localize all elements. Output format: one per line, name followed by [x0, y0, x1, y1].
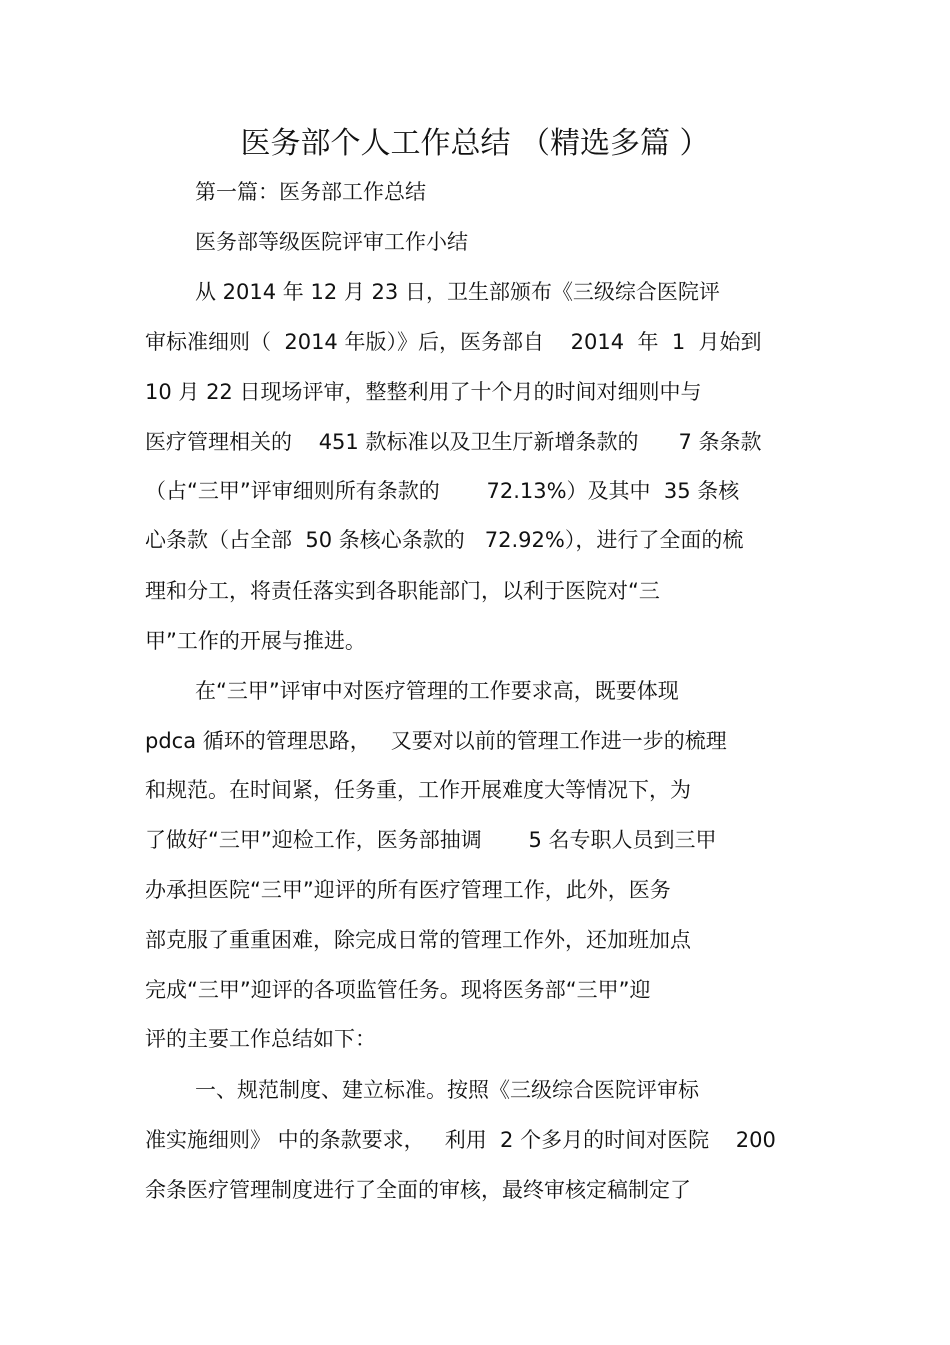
paragraph-2-line: 部克服了重重困难，除完成日常的管理工作外，还加班加点	[145, 928, 691, 952]
paragraph-2-line: 了做好“三甲”迎检工作，医务部抽调 5 名专职人员到三甲	[145, 828, 717, 852]
document-title: 医务部个人工作总结 （精选多篇 ）	[240, 126, 710, 161]
section-heading: 第一篇：医务部工作总结	[195, 180, 426, 204]
paragraph-2-line: 和规范。在时间紧，任务重，工作开展难度大等情况下，为	[145, 778, 691, 802]
paragraph-1-line: （占“三甲”评审细则所有条款的 72.13%）及其中 35 条核	[145, 479, 740, 503]
paragraph-3-line: 一、规范制度、建立标准。按照《三级综合医院评审标	[195, 1078, 699, 1102]
paragraph-1-line: 审标准细则（ 2014 年版）》后，医务部自 2014 年 1 月始到	[145, 330, 762, 354]
paragraph-2-line: 在“三甲”评审中对医疗管理的工作要求高，既要体现	[195, 679, 679, 703]
paragraph-2-line: pdca 循环的管理思路， 又要对以前的管理工作进一步的梳理	[145, 729, 727, 753]
paragraph-1-line: 甲”工作的开展与推进。	[145, 629, 366, 653]
subheading: 医务部等级医院评审工作小结	[195, 230, 468, 254]
paragraph-2-line: 完成“三甲”迎评的各项监管任务。现将医务部“三甲”迎	[145, 978, 651, 1002]
paragraph-2-line: 办承担医院“三甲”迎评的所有医疗管理工作，此外，医务	[145, 878, 671, 902]
paragraph-2-line: 评的主要工作总结如下：	[145, 1027, 376, 1051]
paragraph-3-line: 余条医疗管理制度进行了全面的审核，最终审核定稿制定了	[145, 1178, 691, 1202]
paragraph-1-line: 10 月 22 日现场评审，整整利用了十个月的时间对细则中与	[145, 380, 702, 404]
paragraph-1-line: 心条款（占全部 50 条核心条款的 72.92%），进行了全面的梳	[145, 528, 744, 552]
paragraph-1-line: 理和分工，将责任落实到各职能部门，以利于医院对“三	[145, 579, 660, 603]
paragraph-1-line: 医疗管理相关的 451 款标准以及卫生厅新增条款的 7 条条款	[145, 430, 762, 454]
paragraph-1-line: 从 2014 年 12 月 23 日，卫生部颁布《三级综合医院评	[195, 280, 720, 304]
paragraph-3-line: 准实施细则》 中的条款要求， 利用 2 个多月的时间对医院 200	[145, 1128, 776, 1152]
